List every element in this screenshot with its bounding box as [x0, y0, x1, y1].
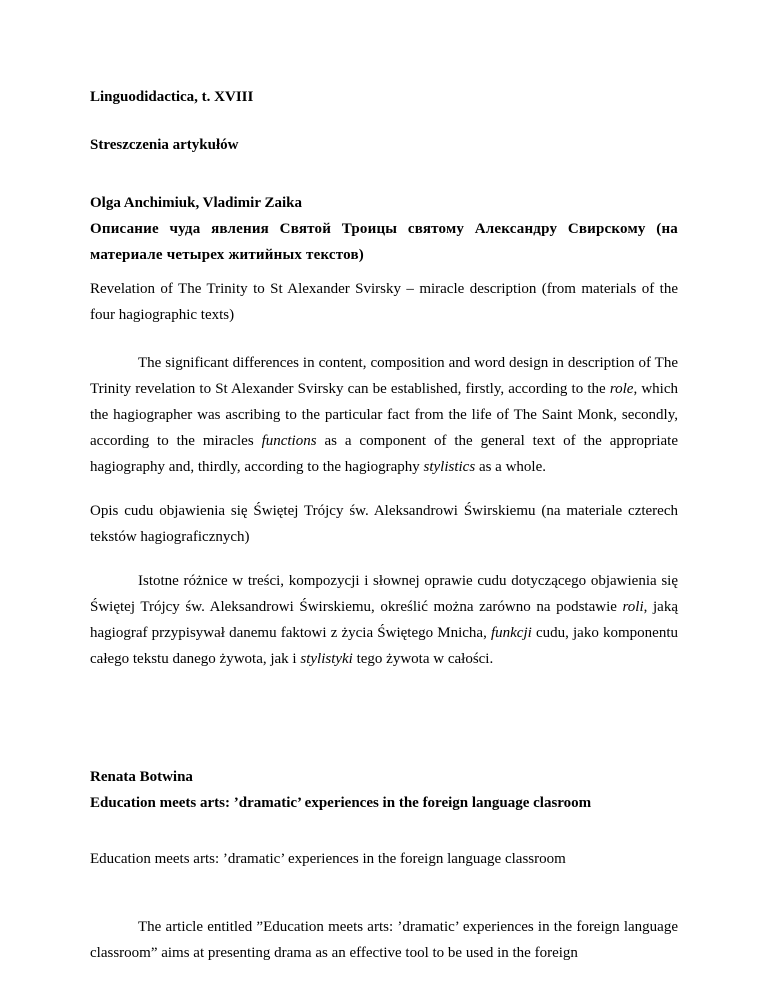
article1-abstract-pl: Istotne różnice w treści, kompozycji i słownej oprawie cudu dotyczącego objawienia się Świętej Trójcy św. Aleksandrowi Świrskiemu, określić można zarówno na podstawie roli, jaką hagiograf przypisywał danemu faktowi z życia Świętego Mnicha, funkcji cudu, jako komponentu całego tekstu danego żywota, jak i stylistyki tego żywota w całości.: [90, 573, 678, 667]
article2-title-en: Education meets arts: ’dramatic’ experiences in the foreign language classroom: [90, 851, 566, 867]
article2-author: Renata Botwina: [90, 769, 193, 785]
article1-title-en: Revelation of The Trinity to St Alexander Svirsky – miracle description (from materials of the four hagiographic texts): [90, 281, 678, 323]
journal-title: Linguodidactica, t. XVIII: [90, 89, 254, 105]
article2-abstract-en: The article entitled ”Education meets arts: ’dramatic’ experiences in the foreign language classroom” aims at presenting drama as an effective tool to be used in the foreign: [90, 919, 678, 961]
article1-title-ru: Описание чуда явления Святой Троицы святому Александру Свирскому (на материале четырех житийных текстов): [90, 221, 678, 263]
article1-title-pl: Opis cudu objawienia się Świętej Trójcy św. Aleksandrowi Świrskiemu (na materiale czterech tekstów hagiograficznych): [90, 503, 678, 545]
article1-authors: Olga Anchimiuk, Vladimir Zaika: [90, 195, 302, 211]
article2-title: Education meets arts: ’dramatic’ experiences in the foreign language clasroom: [90, 795, 592, 811]
article1-abstract-en: The significant differences in content, composition and word design in description of The Trinity revelation to St Alexander Svirsky can be established, firstly, according to the role, which the hagiographer was ascribing to the particular fact from the life of The Saint Monk, secondly, according to the miracles functions as a component of the general text of the appropriate hagiography and, thirdly, according to the hagiography stylistics as a whole.: [90, 355, 678, 475]
section-title: Streszczenia artykułów: [90, 137, 239, 153]
